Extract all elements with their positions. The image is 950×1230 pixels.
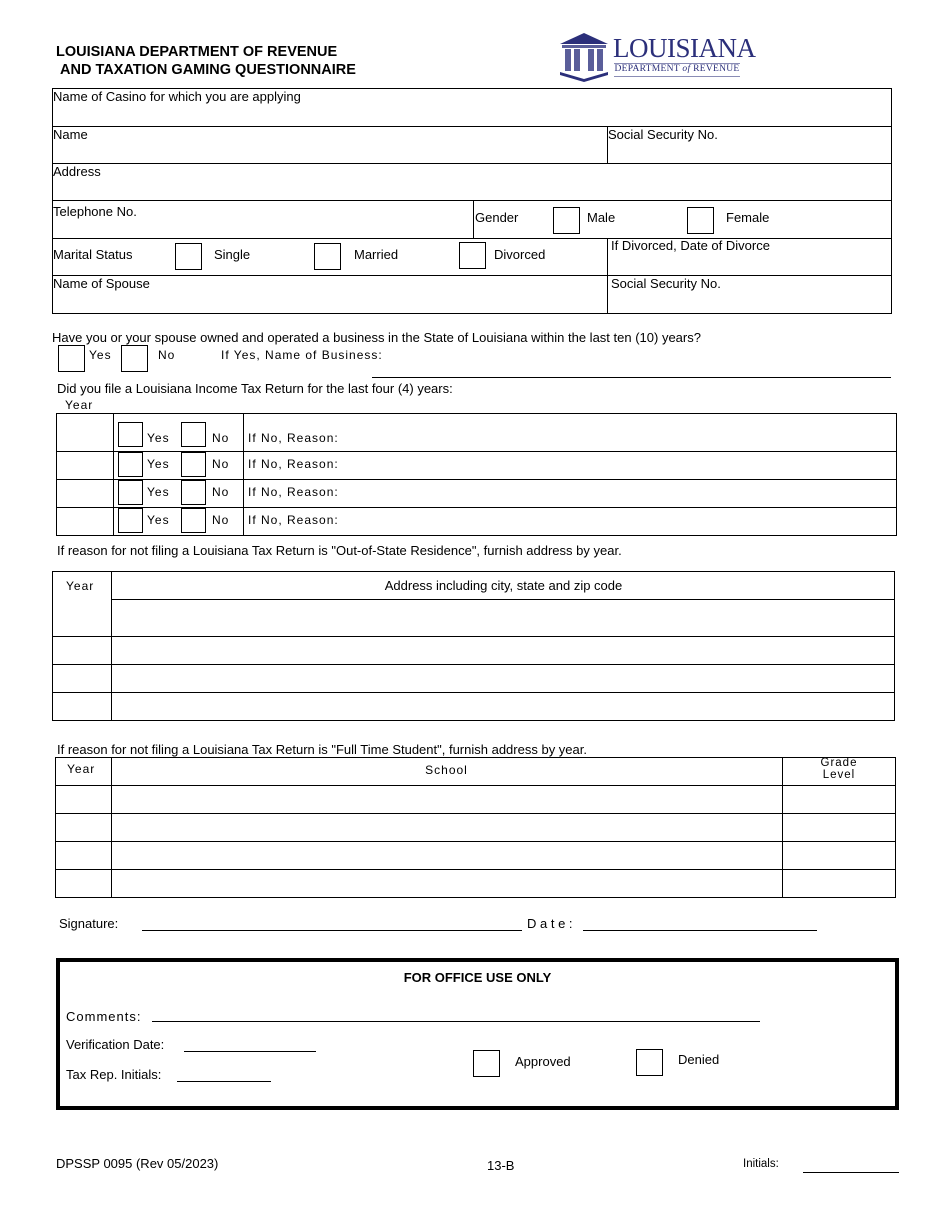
tax-reason-field[interactable]: If No, Reason: [248,485,339,499]
denied-label: Denied [678,1052,720,1067]
divorced-label: Divorced [494,247,546,262]
tax-no-checkbox[interactable] [181,452,206,477]
business-name-line[interactable] [372,377,891,378]
business-yes-checkbox[interactable] [58,345,85,372]
divorce-date-field[interactable]: If Divorced, Date of Divorce [611,238,770,253]
married-checkbox[interactable] [314,243,341,270]
footer-initials-label: Initials: [743,1158,779,1170]
spouse-name-field[interactable]: Name of Spouse [53,276,150,291]
male-checkbox[interactable] [553,207,580,234]
denied-checkbox[interactable] [636,1049,663,1076]
student-grade-header-line2: Level [822,769,856,781]
single-checkbox[interactable] [175,243,202,270]
tax-no-checkbox[interactable] [181,480,206,505]
signature-label: Signature: [59,916,119,931]
tax-year-header: Year [65,398,94,412]
casino-name-field[interactable]: Name of Casino for which you are applying [53,89,301,104]
male-label: Male [587,210,616,225]
out-of-state-year-header: Year [66,579,95,593]
tax-no-label: No [212,485,230,499]
logo-subtitle-of: of [682,64,691,74]
name-field[interactable]: Name [53,127,88,142]
form-number: DPSSP 0095 (Rev 05/2023) [56,1156,219,1171]
capitol-icon [558,30,610,82]
out-of-state-instruction: If reason for not filing a Louisiana Tax Return is "Out-of-State Residence", furnish address by year. [57,543,622,558]
verification-date-line[interactable] [184,1051,316,1052]
business-no-label: No [158,348,176,362]
tax-no-label: No [212,431,230,445]
approved-checkbox[interactable] [473,1050,500,1077]
tax-reason-field[interactable]: If No, Reason: [248,513,339,527]
business-no-checkbox[interactable] [121,345,148,372]
student-year-header: Year [67,762,96,776]
comments-line[interactable] [152,1021,760,1022]
telephone-field[interactable]: Telephone No. [53,204,137,219]
logo-subtitle-a: DEPARTMENT [614,64,680,74]
tax-yes-checkbox[interactable] [118,422,143,447]
tax-no-checkbox[interactable] [181,508,206,533]
date-line[interactable] [583,930,817,931]
student-instruction: If reason for not filing a Louisiana Tax Return is "Full Time Student", furnish address by year. [57,742,587,757]
tax-rep-initials-line[interactable] [177,1081,271,1082]
approved-label: Approved [515,1054,571,1069]
signature-line[interactable] [142,930,522,931]
student-grade-header-line1: Grade [820,757,858,769]
student-school-header: School [425,763,468,777]
tax-reason-field[interactable]: If No, Reason: [248,431,339,445]
logo-underline [614,76,740,77]
page-title [56,43,356,79]
address-field[interactable]: Address [53,164,101,179]
student-grade-header [782,757,896,781]
tax-yes-checkbox[interactable] [118,480,143,505]
applicant-info-grid [52,88,892,314]
tax-return-question: Did you file a Louisiana Income Tax Return for the last four (4) years: [57,381,453,396]
footer-initials-line[interactable] [803,1172,899,1173]
page-code: 13-B [487,1158,515,1173]
marital-status-label: Marital Status [53,247,133,262]
tax-yes-label: Yes [147,431,170,445]
logo-subtitle [614,63,740,75]
female-checkbox[interactable] [687,207,714,234]
tax-no-label: No [212,457,230,471]
office-use-title: FOR OFFICE USE ONLY [403,970,552,985]
tax-no-label: No [212,513,230,527]
married-label: Married [354,247,399,262]
tax-yes-label: Yes [147,513,170,527]
tax-yes-checkbox[interactable] [118,508,143,533]
tax-yes-checkbox[interactable] [118,452,143,477]
logo-wordmark: LOUISIANA [613,33,756,63]
single-label: Single [214,247,251,262]
tax-rep-initials-label: Tax Rep. Initials: [66,1067,162,1082]
tax-yes-label: Yes [147,485,170,499]
logo-subtitle-b: REVENUE [693,64,740,74]
out-of-state-address-header: Address including city, state and zip code [384,578,623,593]
tax-yes-label: Yes [147,457,170,471]
gender-label: Gender [475,210,519,225]
logo [558,30,756,84]
tax-no-checkbox[interactable] [181,422,206,447]
student-table [55,757,896,898]
tax-reason-field[interactable]: If No, Reason: [248,457,339,471]
business-yes-label: Yes [89,348,112,362]
spouse-ssn-field[interactable]: Social Security No. [611,276,721,291]
date-label: D a t e : [527,916,573,931]
title-line-1: LOUISIANA DEPARTMENT OF REVENUE [56,44,338,60]
female-label: Female [726,210,770,225]
ssn-field[interactable]: Social Security No. [608,127,718,142]
comments-label: Comments: [66,1009,142,1024]
business-name-prompt: If Yes, Name of Business: [221,348,383,362]
title-line-2: AND TAXATION GAMING QUESTIONNAIRE [60,62,356,78]
divorced-checkbox[interactable] [459,242,486,269]
verification-date-label: Verification Date: [66,1037,165,1052]
business-question: Have you or your spouse owned and operated a business in the State of Louisiana within the last ten (10) years? [52,330,701,345]
out-of-state-table [52,571,895,721]
